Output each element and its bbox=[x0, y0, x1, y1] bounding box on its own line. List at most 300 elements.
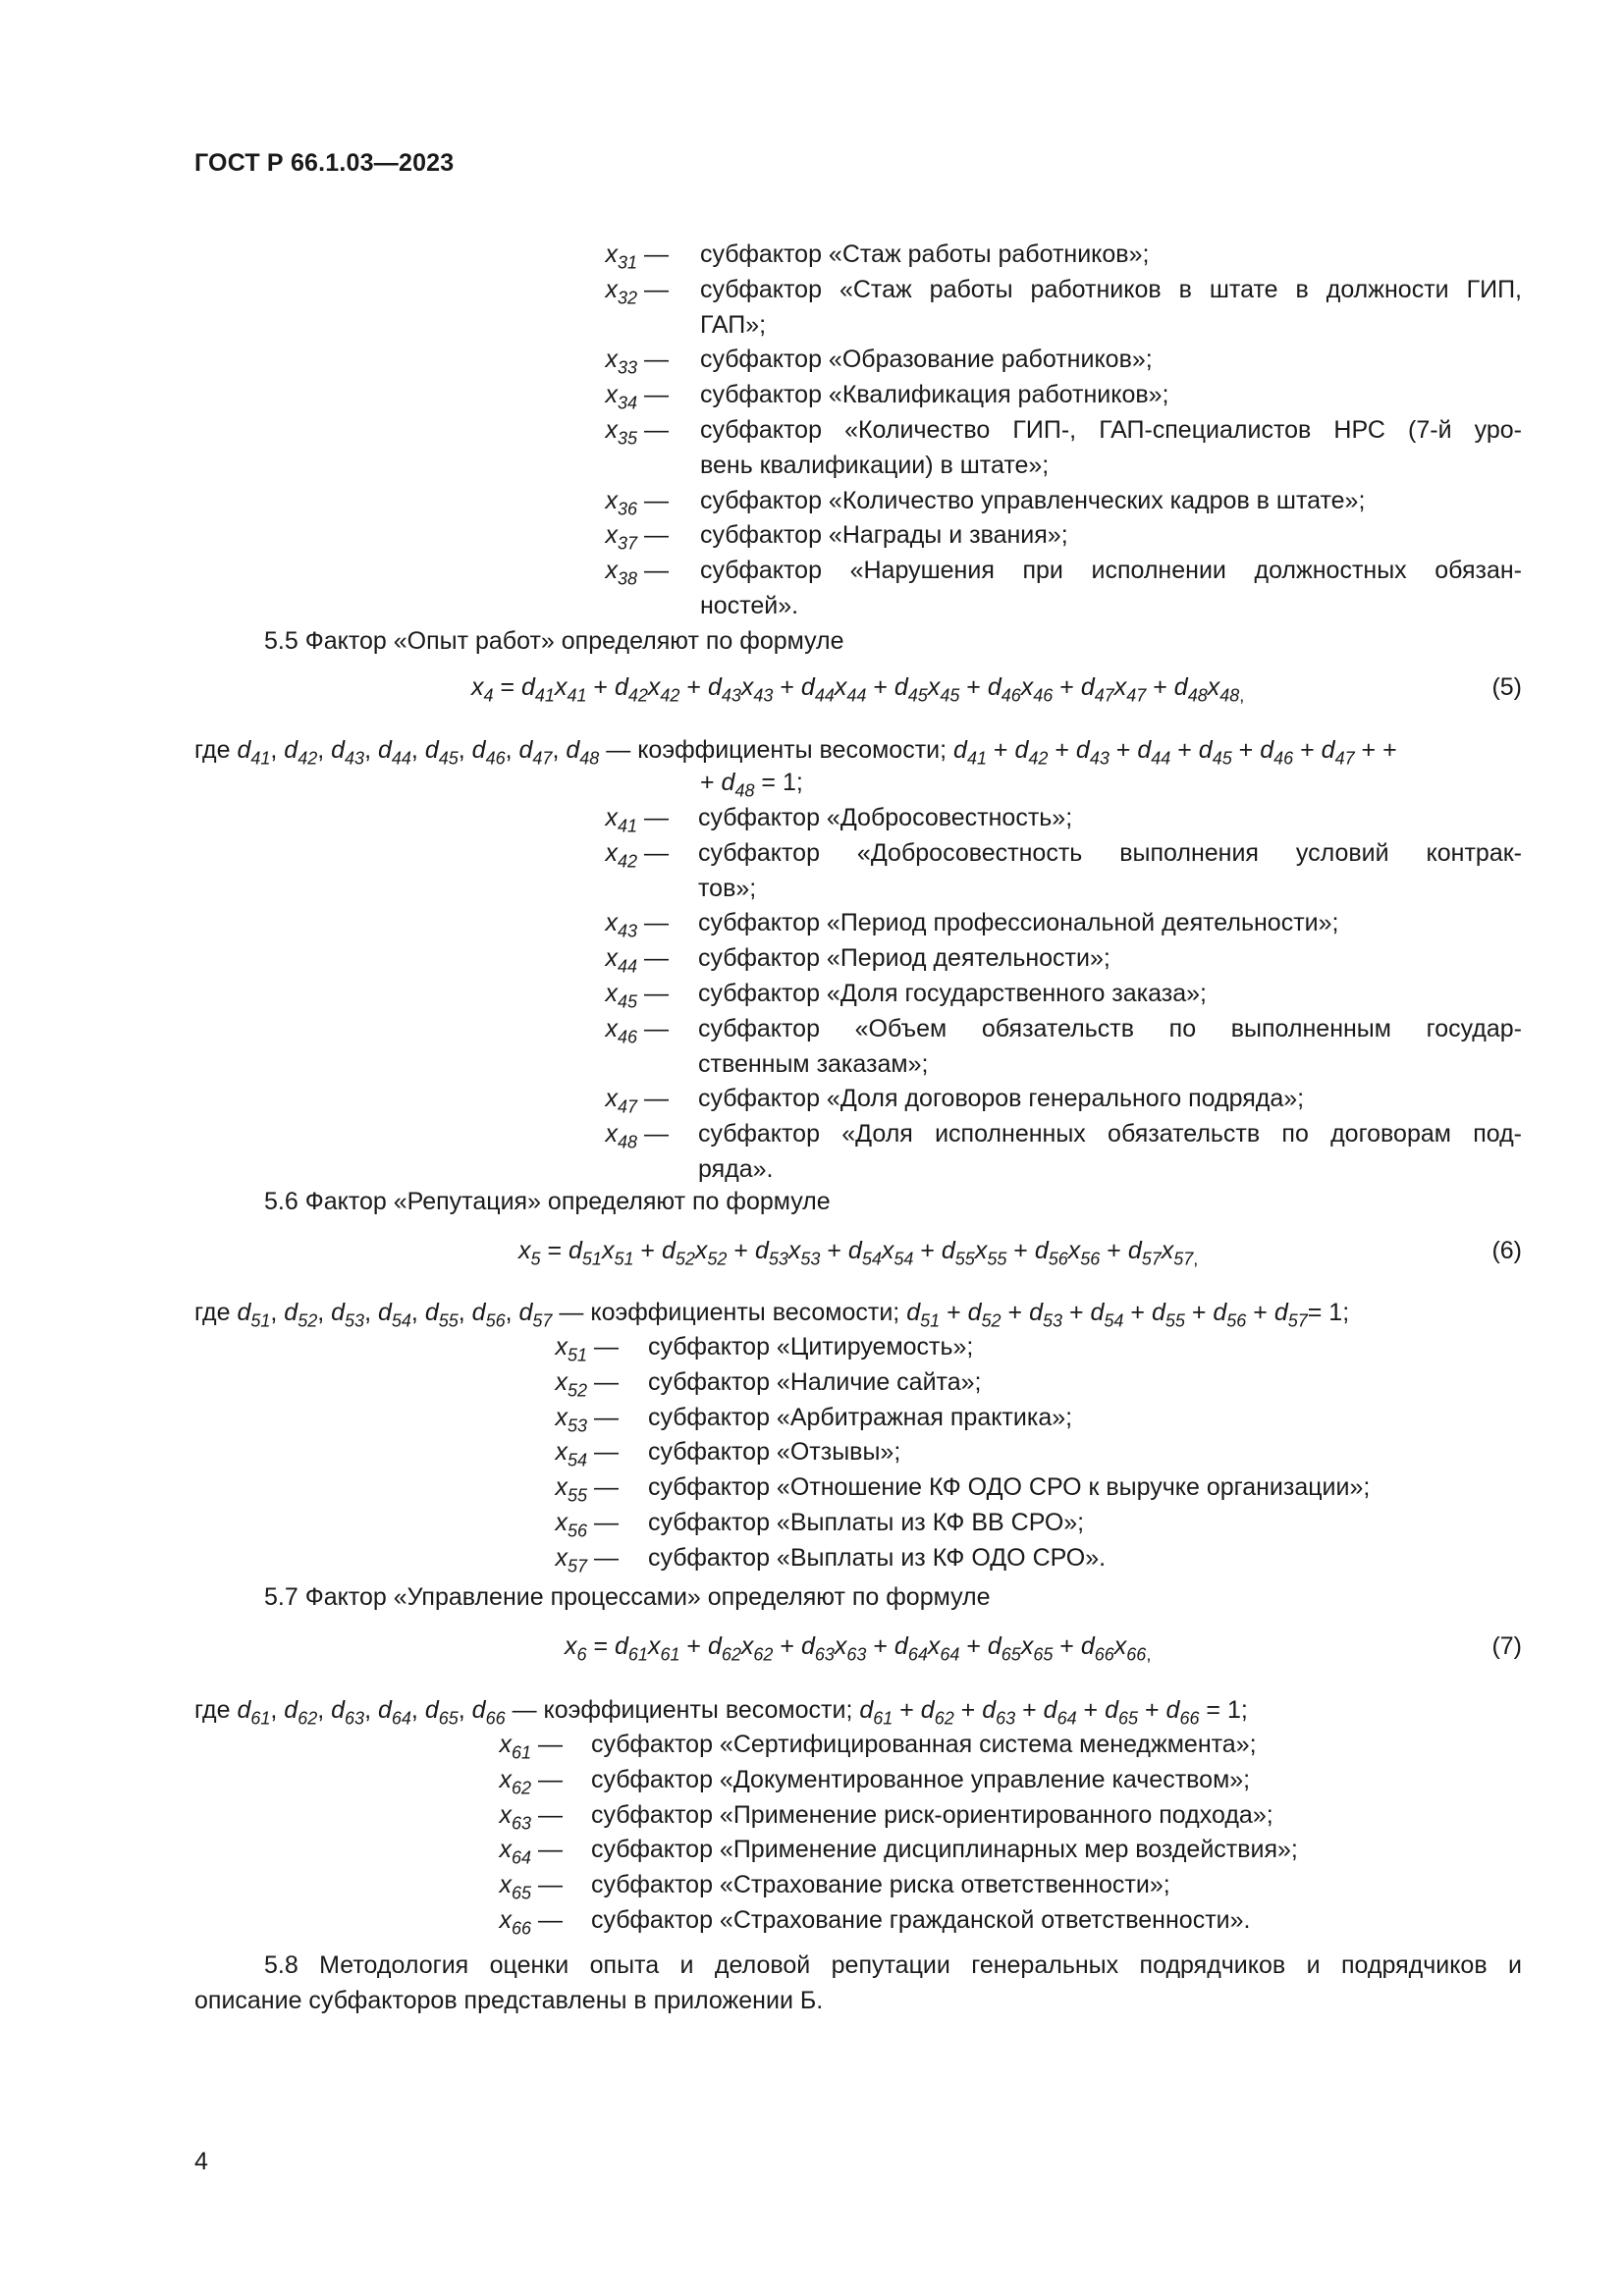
definition-text: субфактор «Применение риск-ориентированного подхода»; bbox=[591, 1800, 1273, 1829]
math-symbol: $x_{42}$ bbox=[647, 673, 680, 706]
definition-continuation: вень квалификации) в штате»; bbox=[700, 451, 1050, 479]
definition-continuation: ряда». bbox=[698, 1155, 774, 1183]
coefficient-line: где $d_{51}$, $d_{52}$, $d_{53}$, $d_{54}$, $d_{55}$, $d_{56}$, $d_{57}$ — коэффициенты весомости; $d_{51} + d_{52} + d_{53} + d_{54} + d_{55} + d_{56} + d_{57}= 1$; bbox=[194, 1299, 1350, 1331]
subscript: 56 bbox=[1048, 1249, 1068, 1269]
math-symbol: $x_{41}$ bbox=[605, 804, 638, 836]
math-symbol: $d_{44}$ bbox=[1137, 736, 1171, 769]
subscript: 47 bbox=[1334, 748, 1355, 769]
math-symbol: $d_{56}$ bbox=[471, 1299, 506, 1331]
math-symbol: $d_{47}$ bbox=[1080, 673, 1114, 706]
math-symbol: $d_{56}$ bbox=[1213, 1299, 1247, 1331]
math-symbol: $d_{47}$ bbox=[1321, 736, 1355, 769]
definition-symbol: $x_{65}$ — bbox=[499, 1871, 563, 1903]
subscript: 41 bbox=[567, 685, 587, 706]
subscript: 53 bbox=[800, 1249, 821, 1269]
coefficient-line: где $d_{41}$, $d_{42}$, $d_{43}$, $d_{44}$, $d_{45}$, $d_{46}$, $d_{47}$, $d_{48}$ — коэффициенты весомости; $d_{41} + d_{42} + d_{43} + d_{44} + d_{45} + d_{46} + d_{47}$ + + bbox=[194, 736, 1397, 769]
coefficient-sum-continuation: + $d_{48} = 1$; bbox=[700, 769, 803, 801]
subscript: 65 bbox=[1118, 1708, 1139, 1729]
definition-symbol: $x_{53}$ — bbox=[555, 1403, 619, 1435]
definition-text: субфактор «Страхование гражданской ответственности». bbox=[591, 1906, 1251, 1934]
math-symbol: $x_4$ bbox=[471, 673, 494, 706]
formula-5: $x_4 = d_{41}x_{41} + d_{42}x_{42} + d_{43}x_{43} + d_{44}x_{44} + d_{45}x_{45} + d_{46}x_{46} + d_{47}x_{47} + d_{48}x_{48,}$ bbox=[471, 673, 1245, 706]
math-symbol: $x_{47}$ bbox=[605, 1085, 638, 1117]
math-symbol: $x_{57}$ bbox=[1161, 1237, 1194, 1269]
definition-text: субфактор «Отзывы»; bbox=[648, 1438, 901, 1467]
definition-text: субфактор «Выплаты из КФ ОДО СРО». bbox=[648, 1543, 1107, 1572]
subscript: 53 bbox=[568, 1415, 588, 1435]
section-intro: 5.5 Фактор «Опыт работ» определяют по формуле bbox=[264, 627, 844, 655]
formula-6: $x_5 = d_{51}x_{51} + d_{52}x_{52} + d_{53}x_{53} + d_{54}x_{54} + d_{55}x_{55} + d_{56}x_{56} + d_{57}x_{57,}$ bbox=[518, 1237, 1199, 1269]
math-symbol: $x_{56}$ bbox=[555, 1509, 588, 1541]
math-symbol: $x_{51}$ bbox=[555, 1333, 588, 1365]
subscript: 31 bbox=[618, 252, 638, 273]
subscript: 54 bbox=[1104, 1310, 1124, 1331]
math-symbol: $x_{45}$ bbox=[605, 980, 638, 1012]
math-symbol: $x_{33}$ bbox=[605, 346, 638, 378]
subscript: 47 bbox=[618, 1096, 638, 1117]
subscript: 43 bbox=[345, 748, 365, 769]
subscript: 42 bbox=[660, 685, 680, 706]
definition-text: субфактор «Арбитражная практика»; bbox=[648, 1403, 1073, 1431]
math-symbol: $x_{57}$ bbox=[555, 1543, 588, 1576]
math-symbol: $d_{51}$ bbox=[906, 1299, 941, 1331]
subscript: 48 bbox=[1219, 685, 1240, 706]
math-symbol: $d_{43}$ bbox=[1075, 736, 1110, 769]
subscript: 44 bbox=[846, 685, 867, 706]
definition-text: субфактор «Доля государственного заказа»; bbox=[698, 980, 1207, 1007]
formula-number: (7) bbox=[1491, 1632, 1522, 1660]
math-symbol: $x_{52}$ bbox=[694, 1237, 728, 1269]
formula-number: (6) bbox=[1491, 1237, 1522, 1264]
math-symbol: $d_{55}$ bbox=[941, 1237, 975, 1269]
math-symbol: $x_{45}$ bbox=[927, 673, 960, 706]
math-symbol: $x_{43}$ bbox=[605, 909, 638, 941]
sum-equals: = 1; bbox=[1307, 1299, 1350, 1326]
coefficient-text: — коэффициенты весомости; bbox=[512, 1696, 853, 1724]
math-symbol: $d_{48}$ bbox=[721, 769, 755, 801]
subscript: 63 bbox=[996, 1708, 1016, 1729]
math-symbol: $x_{44}$ bbox=[834, 673, 867, 706]
subscript: 57 bbox=[532, 1310, 553, 1331]
definition-symbol: $x_{48}$ — bbox=[605, 1120, 669, 1152]
math-symbol: $d_{63}$ bbox=[800, 1632, 835, 1665]
definition-symbol: $x_{43}$ — bbox=[605, 909, 669, 941]
math-symbol: $d_{63}$ bbox=[331, 1696, 365, 1729]
math-symbol: $d_{64}$ bbox=[893, 1632, 928, 1665]
math-symbol: $x_{53}$ bbox=[787, 1237, 821, 1269]
subscript: 62 bbox=[721, 1644, 741, 1665]
subscript: 35 bbox=[618, 428, 638, 449]
math-symbol: $d_{53}$ bbox=[331, 1299, 365, 1331]
definition-symbol: $x_{47}$ — bbox=[605, 1085, 669, 1117]
math-symbol: $x_{32}$ bbox=[605, 275, 638, 308]
math-symbol: $x_{51}$ bbox=[601, 1237, 634, 1269]
math-symbol: $x_{46}$ bbox=[605, 1014, 638, 1047]
math-symbol: $d_{57}$ bbox=[518, 1299, 553, 1331]
definition-symbol: $x_{55}$ — bbox=[555, 1473, 619, 1506]
subscript: 61 bbox=[512, 1742, 532, 1763]
math-symbol: $x_{31}$ bbox=[605, 240, 638, 273]
math-symbol: $x_{56}$ bbox=[1067, 1237, 1101, 1269]
math-symbol: $d_{65}$ bbox=[987, 1632, 1021, 1665]
math-symbol: $d_{47}$ bbox=[518, 736, 553, 769]
subscript: 64 bbox=[907, 1644, 928, 1665]
math-symbol: $d_{64}$ bbox=[377, 1696, 411, 1729]
definition-symbol: $x_{63}$ — bbox=[499, 1800, 563, 1833]
subscript: 44 bbox=[1151, 748, 1171, 769]
subscript: 61 bbox=[250, 1708, 271, 1729]
subscript: 4 bbox=[483, 685, 494, 706]
definition-symbol: $x_{45}$ — bbox=[605, 980, 669, 1012]
subscript: 53 bbox=[1042, 1310, 1062, 1331]
subscript: 33 bbox=[618, 357, 638, 378]
subscript: 63 bbox=[846, 1644, 867, 1665]
definition-text: субфактор «Выплаты из КФ ВВ СРО»; bbox=[648, 1509, 1085, 1536]
math-symbol: $d_{55}$ bbox=[424, 1299, 459, 1331]
subscript: 52 bbox=[568, 1380, 588, 1401]
math-symbol: $d_{56}$ bbox=[1034, 1237, 1068, 1269]
definition-text: субфактор «Сертифицированная система менеджмента»; bbox=[591, 1731, 1257, 1758]
subscript: 44 bbox=[814, 685, 835, 706]
math-symbol: $x_{46}$ bbox=[1020, 673, 1054, 706]
subscript: 43 bbox=[618, 921, 638, 941]
definition-symbol: $x_{33}$ — bbox=[605, 346, 669, 378]
subscript: 66 bbox=[1179, 1708, 1200, 1729]
definition-symbol: $x_{42}$ — bbox=[605, 838, 669, 872]
subscript: 51 bbox=[581, 1249, 602, 1269]
math-symbol: $x_{34}$ bbox=[605, 381, 638, 413]
subscript: 52 bbox=[707, 1249, 728, 1269]
math-symbol: $d_{51}$ bbox=[237, 1299, 271, 1331]
math-symbol: $d_{54}$ bbox=[377, 1299, 411, 1331]
math-symbol: $d_{65}$ bbox=[1105, 1696, 1139, 1729]
definition-symbol: $x_{38}$ — bbox=[605, 557, 669, 589]
subscript: 54 bbox=[893, 1249, 914, 1269]
definition-text: субфактор «Нарушения при исполнении должностных обязан- bbox=[700, 557, 1522, 585]
definition-text: субфактор «Страхование риска ответственности»; bbox=[591, 1871, 1170, 1899]
subscript: 53 bbox=[768, 1249, 788, 1269]
math-symbol: $d_{57}$ bbox=[1127, 1237, 1162, 1269]
subscript: 5 bbox=[530, 1249, 541, 1269]
subscript: 65 bbox=[438, 1708, 459, 1729]
definition-symbol: $x_{44}$ — bbox=[605, 944, 669, 977]
math-symbol: $x_{64}$ bbox=[927, 1632, 960, 1665]
subscript: 46 bbox=[618, 1027, 638, 1047]
math-symbol: $d_{65}$ bbox=[424, 1696, 459, 1729]
subscript: 46 bbox=[485, 748, 506, 769]
subscript: 57 bbox=[568, 1556, 588, 1576]
math-symbol: $d_{45}$ bbox=[893, 673, 928, 706]
math-symbol: $x_{48}$ bbox=[1207, 673, 1240, 706]
subscript: 66 bbox=[512, 1918, 532, 1939]
subscript: 43 bbox=[1089, 748, 1110, 769]
subscript: 51 bbox=[250, 1310, 271, 1331]
subscript: 63 bbox=[814, 1644, 835, 1665]
math-symbol: $x_{66}$ bbox=[499, 1906, 532, 1939]
math-symbol: $d_{46}$ bbox=[987, 673, 1021, 706]
subscript: 48 bbox=[579, 748, 600, 769]
math-symbol: $d_{44}$ bbox=[800, 673, 835, 706]
subscript: 54 bbox=[391, 1310, 411, 1331]
definition-symbol: $x_{36}$ — bbox=[605, 486, 669, 518]
subscript: 48 bbox=[618, 1132, 638, 1152]
math-symbol: $d_{64}$ bbox=[1043, 1696, 1077, 1729]
math-symbol: $x_{55}$ bbox=[974, 1237, 1007, 1269]
subscript: 66 bbox=[485, 1708, 506, 1729]
subscript: 45 bbox=[618, 991, 638, 1012]
math-symbol: $d_{66}$ bbox=[1080, 1632, 1114, 1665]
section-intro: 5.6 Фактор «Репутация» определяют по формуле bbox=[264, 1188, 831, 1215]
definition-text: субфактор «Образование работников»; bbox=[700, 346, 1153, 374]
sum-equals: = 1; bbox=[754, 769, 803, 796]
subscript: 56 bbox=[1080, 1249, 1101, 1269]
formula-7: $x_6 = d_{61}x_{61} + d_{62}x_{62} + d_{63}x_{63} + d_{64}x_{64} + d_{65}x_{65} + d_{66}x_{66,}$ bbox=[565, 1632, 1152, 1665]
subscript: 66 bbox=[1126, 1644, 1147, 1665]
subscript: 55 bbox=[438, 1310, 459, 1331]
subscript: 51 bbox=[568, 1345, 588, 1365]
subscript: 63 bbox=[512, 1812, 532, 1833]
subscript: 45 bbox=[907, 685, 928, 706]
subscript: 64 bbox=[512, 1847, 532, 1868]
subscript: 41 bbox=[250, 748, 271, 769]
math-symbol: $x_{36}$ bbox=[605, 486, 638, 518]
math-symbol: $d_{45}$ bbox=[1198, 736, 1232, 769]
math-symbol: $d_{43}$ bbox=[707, 673, 741, 706]
coefficient-text: — коэффициенты весомости; bbox=[606, 736, 947, 764]
math-symbol: $d_{61}$ bbox=[859, 1696, 893, 1729]
subscript: 32 bbox=[618, 288, 638, 308]
math-symbol: $x_{47}$ bbox=[1113, 673, 1147, 706]
math-symbol: $x_{61}$ bbox=[499, 1731, 532, 1763]
subscript: 65 bbox=[1033, 1644, 1054, 1665]
math-symbol: $x_{52}$ bbox=[555, 1367, 588, 1401]
page-number: 4 bbox=[194, 2148, 208, 2175]
subscript: 61 bbox=[627, 1644, 648, 1665]
math-symbol: $d_{66}$ bbox=[471, 1696, 506, 1729]
subscript: 42 bbox=[1028, 748, 1049, 769]
subscript: 51 bbox=[614, 1249, 634, 1269]
document-header: ГОСТ Р 66.1.03—2023 bbox=[194, 149, 455, 177]
subscript: 64 bbox=[940, 1644, 960, 1665]
math-symbol: $d_{41}$ bbox=[953, 736, 987, 769]
math-symbol: $x_{54}$ bbox=[881, 1237, 914, 1269]
math-symbol: $d_{55}$ bbox=[1151, 1299, 1185, 1331]
math-symbol: $d_{52}$ bbox=[284, 1299, 318, 1331]
definition-symbol: $x_{37}$ — bbox=[605, 521, 669, 554]
math-symbol: $d_{53}$ bbox=[754, 1237, 788, 1269]
definition-symbol: $x_{54}$ — bbox=[555, 1438, 619, 1470]
subscript: 38 bbox=[618, 568, 638, 589]
math-symbol: $x_{42}$ bbox=[605, 838, 638, 872]
subscript: 47 bbox=[532, 748, 553, 769]
subscript: 42 bbox=[627, 685, 648, 706]
math-symbol: $x_{38}$ bbox=[605, 557, 638, 589]
math-symbol: $d_{53}$ bbox=[1029, 1299, 1062, 1331]
subscript: 64 bbox=[1056, 1708, 1077, 1729]
math-symbol: $x_{37}$ bbox=[605, 521, 638, 554]
subscript: 45 bbox=[438, 748, 459, 769]
math-symbol: $d_{62}$ bbox=[284, 1696, 318, 1729]
math-symbol: $d_{42}$ bbox=[284, 736, 318, 769]
subscript: 51 bbox=[920, 1310, 941, 1331]
definition-text: субфактор «Применение дисциплинарных мер воздействия»; bbox=[591, 1836, 1298, 1864]
subscript: 66 bbox=[1094, 1644, 1114, 1665]
definition-symbol: $x_{62}$ — bbox=[499, 1765, 563, 1798]
subscript: 62 bbox=[934, 1708, 954, 1729]
definition-continuation: тов»; bbox=[698, 874, 757, 902]
subscript: 42 bbox=[298, 748, 318, 769]
subscript: 43 bbox=[753, 685, 774, 706]
math-symbol: $d_{66}$ bbox=[1165, 1696, 1200, 1729]
subscript: 46 bbox=[1033, 685, 1054, 706]
subscript: 55 bbox=[987, 1249, 1007, 1269]
definition-text: субфактор «Квалификация работников»; bbox=[700, 381, 1169, 409]
math-symbol: $x_{65}$ bbox=[499, 1871, 532, 1903]
formula-end: , bbox=[1239, 685, 1245, 706]
subscript: 34 bbox=[618, 393, 638, 413]
math-symbol: $d_{52}$ bbox=[661, 1237, 695, 1269]
subscript: 41 bbox=[618, 816, 638, 836]
subscript: 57 bbox=[1173, 1249, 1194, 1269]
subscript: 47 bbox=[1094, 685, 1114, 706]
subscript: 63 bbox=[345, 1708, 365, 1729]
math-symbol: $d_{63}$ bbox=[982, 1696, 1016, 1729]
math-symbol: $x_{61}$ bbox=[647, 1632, 680, 1665]
math-symbol: $d_{52}$ bbox=[967, 1299, 1001, 1331]
math-symbol: $x_{54}$ bbox=[555, 1438, 588, 1470]
sum-equals: = 1; bbox=[1206, 1696, 1248, 1724]
math-symbol: $d_{43}$ bbox=[331, 736, 365, 769]
definition-symbol: $x_{32}$ — bbox=[605, 275, 669, 308]
subscript: 48 bbox=[1187, 685, 1208, 706]
subscript: 55 bbox=[954, 1249, 975, 1269]
definition-text: субфактор «Доля договоров генерального подряда»; bbox=[698, 1085, 1305, 1113]
subscript: 56 bbox=[1226, 1310, 1247, 1331]
math-symbol: $d_{48}$ bbox=[1173, 673, 1208, 706]
math-symbol: $d_{42}$ bbox=[614, 673, 648, 706]
subscript: 52 bbox=[981, 1310, 1001, 1331]
definition-continuation: ностей». bbox=[700, 592, 799, 619]
subscript: 6 bbox=[576, 1644, 587, 1665]
subscript: 46 bbox=[1001, 685, 1021, 706]
definition-text: субфактор «Стаж работы работников»; bbox=[700, 240, 1150, 268]
subscript: 37 bbox=[618, 533, 638, 554]
math-symbol: $x_{41}$ bbox=[554, 673, 587, 706]
definition-symbol: $x_{34}$ — bbox=[605, 381, 669, 413]
math-symbol: $x_{44}$ bbox=[605, 944, 638, 977]
definition-symbol: $x_{41}$ — bbox=[605, 804, 669, 836]
subscript: 61 bbox=[873, 1708, 893, 1729]
math-symbol: $x_{35}$ bbox=[605, 416, 638, 449]
math-symbol: $d_{46}$ bbox=[1260, 736, 1294, 769]
definition-text: субфактор «Документированное управление качеством»; bbox=[591, 1765, 1251, 1793]
math-symbol: $x_{53}$ bbox=[555, 1403, 588, 1435]
math-symbol: $x_{63}$ bbox=[834, 1632, 867, 1665]
math-symbol: $x_6$ bbox=[565, 1632, 587, 1665]
math-symbol: $x_{48}$ bbox=[605, 1120, 638, 1152]
where-label: где bbox=[194, 1696, 231, 1724]
subscript: 41 bbox=[534, 685, 555, 706]
subscript: 62 bbox=[298, 1708, 318, 1729]
definition-text: субфактор «Объем обязательств по выполненным государ- bbox=[698, 1014, 1522, 1042]
definition-symbol: $x_{61}$ — bbox=[499, 1731, 563, 1763]
definition-symbol: $x_{51}$ — bbox=[555, 1333, 619, 1365]
subscript: 64 bbox=[391, 1708, 411, 1729]
definition-text: субфактор «Стаж работы работников в штате в должности ГИП, bbox=[700, 275, 1522, 303]
math-symbol: $d_{51}$ bbox=[568, 1237, 602, 1269]
coefficient-text: — коэффициенты весомости; bbox=[559, 1299, 900, 1326]
subscript: 52 bbox=[675, 1249, 695, 1269]
math-symbol: $x_{62}$ bbox=[499, 1765, 532, 1798]
subscript: 48 bbox=[734, 780, 755, 801]
math-symbol: $d_{41}$ bbox=[237, 736, 271, 769]
definition-text: субфактор «Цитируемость»; bbox=[648, 1333, 974, 1361]
subscript: 46 bbox=[1273, 748, 1294, 769]
math-symbol: $d_{54}$ bbox=[1090, 1299, 1124, 1331]
definition-text: субфактор «Отношение КФ ОДО СРО к выручке организации»; bbox=[648, 1473, 1371, 1502]
definition-text: субфактор «Наличие сайта»; bbox=[648, 1367, 982, 1396]
definition-symbol: $x_{66}$ — bbox=[499, 1906, 563, 1939]
definition-symbol: $x_{52}$ — bbox=[555, 1367, 619, 1401]
definition-text: субфактор «Доля исполненных обязательств по договорам под- bbox=[698, 1120, 1522, 1148]
subscript: 45 bbox=[940, 685, 960, 706]
math-symbol: $x_{62}$ bbox=[740, 1632, 774, 1665]
math-symbol: $d_{57}$ bbox=[1273, 1299, 1308, 1331]
math-symbol: $x_{43}$ bbox=[740, 673, 774, 706]
math-symbol: $d_{61}$ bbox=[237, 1696, 271, 1729]
definition-text: субфактор «Добросовестность выполнения условий контрак- bbox=[698, 838, 1522, 867]
math-symbol: $x_{64}$ bbox=[499, 1836, 532, 1868]
definition-continuation: ственным заказам»; bbox=[698, 1049, 929, 1078]
subscript: 57 bbox=[1141, 1249, 1162, 1269]
definition-symbol: $x_{35}$ — bbox=[605, 416, 669, 449]
math-symbol: $d_{45}$ bbox=[424, 736, 459, 769]
math-symbol: $d_{41}$ bbox=[521, 673, 555, 706]
definition-text: субфактор «Период деятельности»; bbox=[698, 944, 1110, 973]
subscript: 56 bbox=[568, 1521, 588, 1541]
definition-symbol: $x_{56}$ — bbox=[555, 1509, 619, 1541]
subscript: 61 bbox=[660, 1644, 680, 1665]
subscript: 44 bbox=[618, 956, 638, 977]
definition-text: субфактор «Период профессиональной деятельности»; bbox=[698, 909, 1339, 937]
subscript: 36 bbox=[618, 498, 638, 518]
math-symbol: $d_{54}$ bbox=[847, 1237, 882, 1269]
subscript: 41 bbox=[966, 748, 987, 769]
subscript: 55 bbox=[1164, 1310, 1185, 1331]
formula-end: , bbox=[1146, 1644, 1152, 1665]
coefficient-line: где $d_{61}$, $d_{62}$, $d_{63}$, $d_{64}$, $d_{65}$, $d_{66}$ — коэффициенты весомости; $d_{61} + d_{62} + d_{63} + d_{64} + d_{65} + d_{66} = 1$; bbox=[194, 1696, 1248, 1729]
definition-symbol: $x_{57}$ — bbox=[555, 1543, 619, 1576]
subscript: 65 bbox=[1001, 1644, 1021, 1665]
subscript: 54 bbox=[568, 1450, 588, 1470]
math-symbol: $x_{65}$ bbox=[1020, 1632, 1054, 1665]
math-symbol: $d_{62}$ bbox=[920, 1696, 954, 1729]
section-paragraph-continuation: описание субфакторов представлены в приложении Б. bbox=[194, 1987, 824, 2014]
subscript: 45 bbox=[1212, 748, 1232, 769]
definition-symbol: $x_{64}$ — bbox=[499, 1836, 563, 1868]
definition-symbol: $x_{46}$ — bbox=[605, 1014, 669, 1047]
subscript: 65 bbox=[512, 1883, 532, 1903]
subscript: 53 bbox=[345, 1310, 365, 1331]
math-symbol: $x_{63}$ bbox=[499, 1800, 532, 1833]
math-symbol: $d_{48}$ bbox=[566, 736, 600, 769]
section-intro: 5.7 Фактор «Управление процессами» определяют по формуле bbox=[264, 1583, 991, 1611]
math-symbol: $d_{44}$ bbox=[377, 736, 411, 769]
math-symbol: $d_{61}$ bbox=[615, 1632, 648, 1665]
subscript: 52 bbox=[298, 1310, 318, 1331]
definition-text: субфактор «Количество управленческих кадров в штате»; bbox=[700, 486, 1366, 514]
subscript: 57 bbox=[1287, 1310, 1308, 1331]
